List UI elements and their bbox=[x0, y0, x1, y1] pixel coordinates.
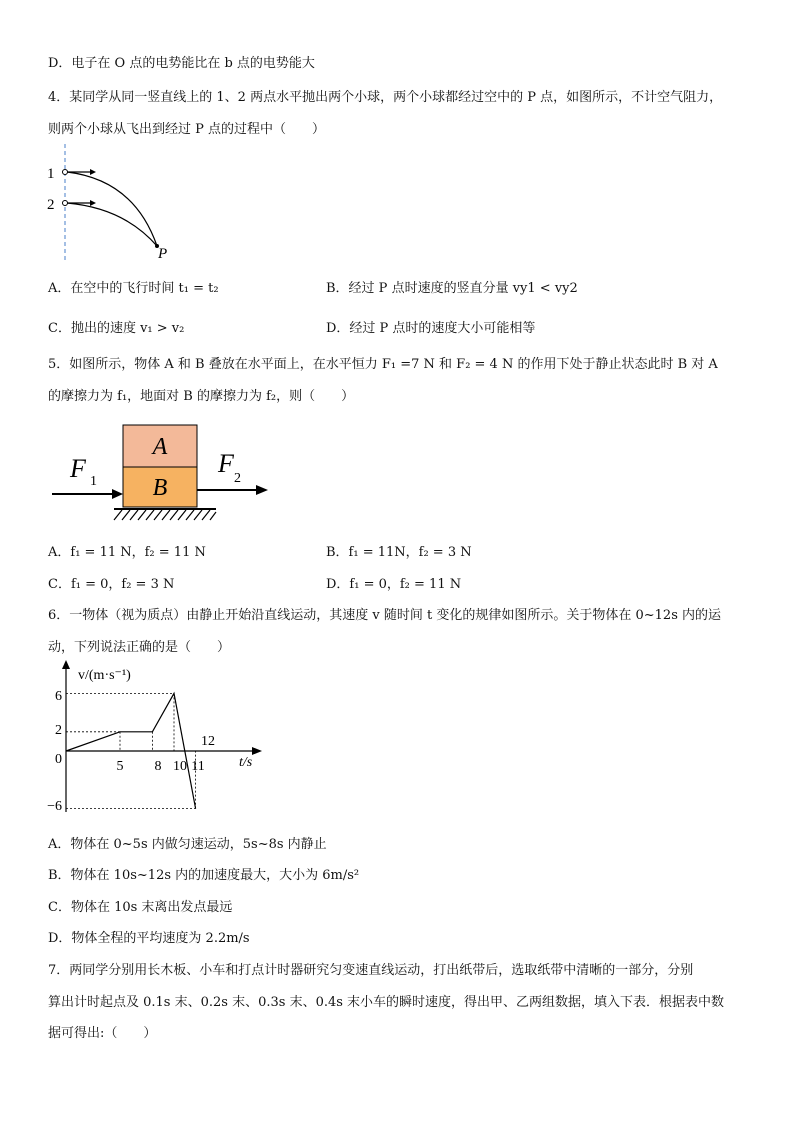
q6-option-b: B．物体在 10s~12s 内的加速度最大，大小为 6m/s² bbox=[48, 868, 360, 883]
y-tick-2: 2 bbox=[55, 723, 62, 738]
force-f1-subscript: 1 bbox=[90, 474, 97, 489]
y-axis-arrow bbox=[62, 660, 70, 669]
q4-option-c: C．抛出的速度 v₁ > v₂ bbox=[48, 321, 185, 336]
force-f1-label: F bbox=[70, 454, 86, 483]
q6-option-c: C．物体在 10s 末离出发点最远 bbox=[48, 900, 233, 915]
q5-stem-line2: 的摩擦力为 f₁，地面对 B 的摩擦力为 f₂，则（ ） bbox=[48, 389, 355, 404]
q6-stem-line1: 6．一物体（视为质点）由静止开始沿直线运动，其速度 v 随时间 t 变化的规律如图所示。关于物体在 0~12s 内的运 bbox=[48, 608, 722, 623]
q6-vt-graph bbox=[46, 660, 286, 830]
q4-stem-line1: 4．某同学从同一竖直线上的 1、2 两点水平抛出两个小球，两个小球都经过空中的 P 点，如图所示，不计空气阻力， bbox=[48, 90, 723, 105]
q7-stem-line2: 算出计时起点及 0.1s 末、0.2s 末、0.3s 末、0.4s 末小车的瞬时速度，得出甲、乙两组数据，填入下表．根据表中数 bbox=[48, 995, 725, 1010]
q7-stem-line1: 7．两同学分别用长木板、小车和打点计时器研究匀变速直线运动，打出纸带后，选取纸带中清晰的一部分，分别 bbox=[48, 963, 694, 978]
ground-hatching bbox=[114, 510, 216, 520]
q4-option-d: D．经过 P 点时的速度大小可能相等 bbox=[326, 321, 536, 336]
q5-option-a: A．f₁ = 11 N，f₂ = 11 N bbox=[48, 545, 206, 560]
q5-option-c: C．f₁ = 0，f₂ = 3 N bbox=[48, 577, 175, 592]
q6-option-a: A．物体在 0~5s 内做匀速运动，5s~8s 内静止 bbox=[48, 837, 327, 852]
x-axis-label: t/s bbox=[239, 755, 253, 770]
x-axis-arrow bbox=[252, 747, 262, 755]
q5-option-b: B．f₁ = 11N，f₂ = 3 N bbox=[326, 545, 472, 560]
block-a-label: A bbox=[152, 434, 168, 460]
y-tick-6: 6 bbox=[55, 689, 62, 704]
q4-option-a: A．在空中的飞行时间 t₁ = t₂ bbox=[48, 281, 219, 296]
q7-stem-line3: 据可得出:（ ） bbox=[48, 1026, 157, 1041]
q4-point-p-label: P bbox=[158, 246, 168, 262]
x-tick-12: 12 bbox=[201, 734, 215, 749]
q4-stem-line2: 则两个小球从飞出到经过 P 点的过程中（ ） bbox=[48, 122, 326, 137]
x-tick-8: 8 bbox=[154, 759, 162, 774]
q4-projectile-figure bbox=[44, 142, 204, 262]
q5-option-d: D．f₁ = 0，f₂ = 11 N bbox=[326, 577, 462, 592]
q6-stem-line2: 动，下列说法正确的是（ ） bbox=[48, 640, 231, 655]
q6-option-d: D．物体全程的平均速度为 2.2m/s bbox=[48, 931, 250, 946]
y-tick-neg6: −6 bbox=[47, 799, 62, 814]
y-axis-label: v/(m·s⁻¹) bbox=[78, 668, 131, 683]
x-tick-11: 11 bbox=[191, 759, 205, 774]
q5-stem-line1: 5．如图所示，物体 A 和 B 叠放在水平面上，在水平恒力 F₁ =7 N 和 F₂ = 4 N 的作用下处于静止状态此时 B 对 A bbox=[48, 357, 718, 372]
force-f2-label: F bbox=[218, 449, 234, 478]
q5-blocks-figure bbox=[46, 420, 286, 530]
q4-point-2-label: 2 bbox=[47, 197, 55, 213]
q4-point-1-label: 1 bbox=[47, 166, 55, 182]
x-tick-5: 5 bbox=[116, 759, 124, 774]
q4-option-b: B．经过 P 点时速度的竖直分量 vy1 < vy2 bbox=[326, 281, 578, 296]
block-b-label: B bbox=[152, 475, 168, 501]
y-tick-0: 0 bbox=[55, 752, 62, 767]
x-tick-10: 10 bbox=[173, 759, 187, 774]
force-f2-subscript: 2 bbox=[234, 471, 241, 486]
q3-option-d: D．电子在 O 点的电势能比在 b 点的电势能大 bbox=[48, 56, 315, 71]
